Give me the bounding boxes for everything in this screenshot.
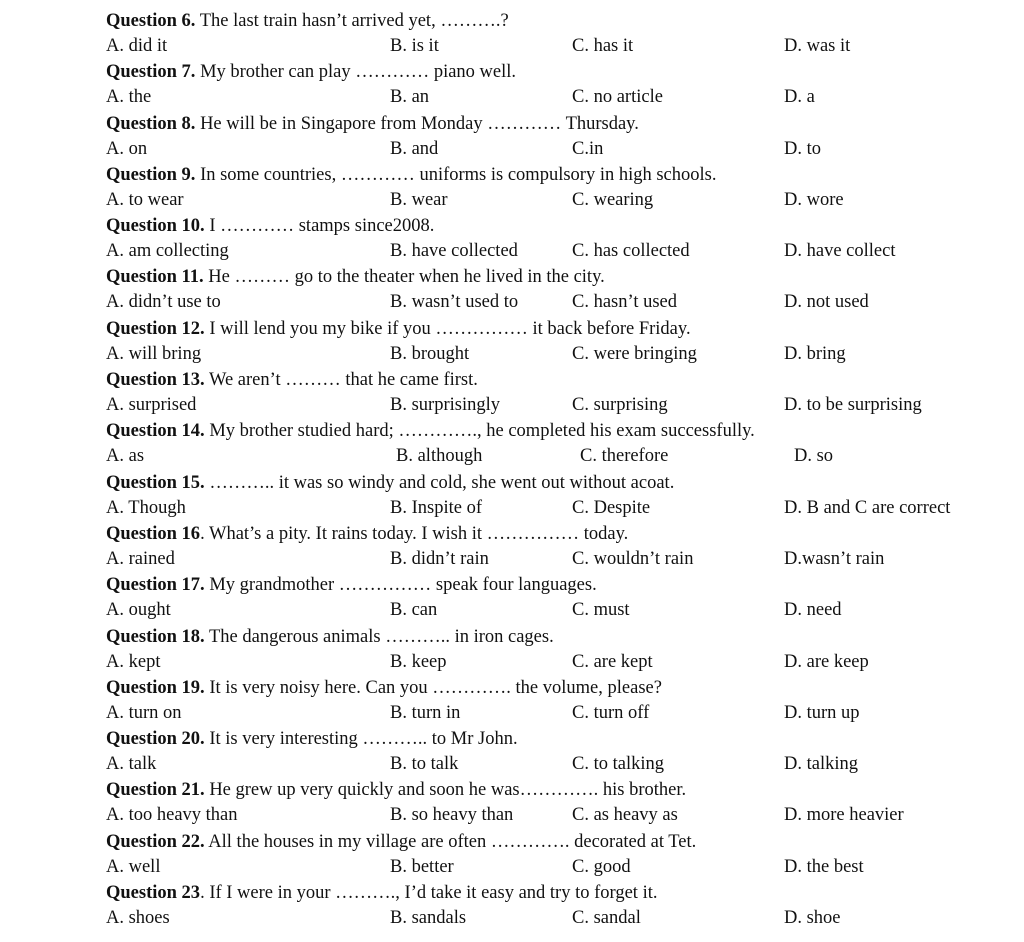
question-text: In some countries, ………… uniforms is compulsory in high schools. [195,164,717,185]
answer-options [106,290,1006,315]
question-number: Question 7. [106,62,196,83]
option-c[interactable]: C. no article [572,87,663,108]
question-stem [106,726,518,752]
answer-options [106,188,1006,213]
option-b[interactable]: B. Inspite of [390,497,482,518]
question-7 [106,59,1006,110]
option-a[interactable]: A. ought [106,600,171,621]
option-d[interactable]: D. to be surprising [784,395,922,416]
option-d[interactable]: D. to [784,138,821,159]
option-a[interactable]: A. am collecting [106,241,229,262]
option-a[interactable]: A. as [106,446,145,467]
question-number: Question 23 [106,883,201,904]
question-stem [106,829,696,855]
question-text: . What’s a pity. It rains today. I wish it …………… today. [200,523,629,544]
answer-options [106,803,1006,828]
question-text: My grandmother …………… speak four languages. [204,575,597,596]
question-text: ……….. it was so windy and cold, she went out without acoat. [204,472,675,493]
question-text: My brother studied hard; …………., he completed his exam successfully. [204,421,755,442]
option-d[interactable]: D. so [794,446,834,467]
option-a[interactable]: A. too heavy than [106,805,238,826]
question-number: Question 22. [106,831,205,852]
question-17 [106,572,1006,623]
option-a[interactable]: A. talk [106,754,157,775]
option-a[interactable]: A. will bring [106,343,202,364]
question-text: It is very interesting ……….. to Mr John. [204,729,518,750]
option-a[interactable]: A. turn on [106,702,182,723]
question-stem [106,316,691,342]
question-13 [106,367,1006,418]
option-c[interactable]: C. has it [572,36,634,56]
question-stem [106,367,478,393]
option-d[interactable]: D. talking [784,754,858,775]
question-number: Question 10. [106,216,205,237]
question-stem [106,880,657,906]
option-c[interactable]: C. are kept [572,651,653,672]
option-c[interactable]: C. turn off [572,702,650,723]
question-number: Question 6. [106,11,196,31]
question-text: . If I were in your ………., I’d take it easy and try to forget it. [200,883,658,904]
option-c[interactable]: C. to talking [572,754,664,775]
answer-options [106,393,1006,418]
option-d[interactable]: D. not used [784,292,869,313]
question-19 [106,675,1006,726]
answer-options [106,855,1006,880]
question-stem [106,59,516,85]
question-number: Question 18. [106,626,205,647]
option-d[interactable]: D. B and C are correct [784,497,951,518]
question-number: Question 9. [106,164,196,185]
question-22 [106,829,1006,880]
question-text: The last train hasn’t arrived yet, ……….? [195,11,509,31]
question-number: Question 20. [106,729,205,750]
option-b[interactable]: B. so heavy than [390,805,514,826]
option-d[interactable]: D. more heavier [784,805,904,826]
option-a[interactable]: A. to wear [106,189,184,210]
question-23 [106,880,1006,931]
option-c[interactable]: C. wearing [572,189,654,210]
question-stem [106,675,662,701]
answer-options [106,342,1006,367]
answer-options [106,752,1006,777]
question-stem [106,111,639,137]
answer-options [106,598,1006,623]
question-14 [106,418,1006,469]
option-c[interactable]: C. surprising [572,395,668,416]
option-b[interactable]: B. better [390,856,454,877]
option-b[interactable]: B. an [390,87,430,108]
option-a[interactable]: A. kept [106,651,161,672]
option-d[interactable]: D.wasn’t rain [784,548,885,569]
option-c[interactable]: C. hasn’t used [572,292,678,313]
answer-options [106,496,1006,521]
option-d[interactable]: D. wore [784,189,844,210]
option-d[interactable]: D. have collect [784,241,896,262]
question-number: Question 21. [106,780,205,801]
option-b[interactable]: B. brought [390,343,470,364]
answer-options [106,701,1006,726]
question-text: The dangerous animals ……….. in iron cages. [204,626,554,647]
question-text: He will be in Singapore from Monday ………… Thursday. [195,113,639,134]
option-c[interactable]: C. sandal [572,908,641,929]
option-b[interactable]: B. and [390,138,439,159]
option-d[interactable]: D. bring [784,343,846,364]
option-b[interactable]: B. although [396,446,483,467]
option-c[interactable]: C. must [572,600,630,621]
question-11 [106,264,1006,315]
question-text: I ………… stamps since2008. [204,216,435,237]
option-c[interactable]: C.in [572,138,604,159]
question-number: Question 13. [106,370,205,391]
question-16 [106,521,1006,572]
question-stem [106,8,509,34]
question-number: Question 17. [106,575,205,596]
option-d[interactable]: D. the best [784,856,864,877]
answer-options [106,444,1006,469]
option-b[interactable]: B. can [390,600,438,621]
question-number: Question 16 [106,523,201,544]
option-b[interactable]: B. is it [390,36,439,56]
question-number: Question 8. [106,113,196,134]
question-text: My brother can play ………… piano well. [195,62,517,83]
question-21 [106,777,1006,828]
option-d[interactable]: D. a [784,87,815,108]
option-b[interactable]: B. wasn’t used to [390,292,519,313]
question-stem [106,624,554,650]
question-stem [106,418,755,444]
option-d[interactable]: D. need [784,600,842,621]
question-10 [106,213,1006,264]
answer-options [106,34,1006,59]
question-text: I will lend you my bike if you …………… it back before Friday. [204,318,691,339]
question-20 [106,726,1006,777]
question-text: He grew up very quickly and soon he was…………. his brother. [204,780,687,801]
answer-options [106,137,1006,162]
option-c[interactable]: C. were bringing [572,343,697,364]
option-b[interactable]: B. turn in [390,702,461,723]
option-a[interactable]: A. rained [106,548,175,569]
answer-options [106,906,1006,931]
option-b[interactable]: B. have collected [390,241,518,262]
question-number: Question 19. [106,677,205,698]
option-c[interactable]: C. Despite [572,497,651,518]
option-b[interactable]: B. wear [390,189,448,210]
question-number: Question 15. [106,472,205,493]
question-stem [106,777,686,803]
question-8 [106,111,1006,162]
question-9 [106,162,1006,213]
answer-options [106,239,1006,264]
question-15 [106,470,1006,521]
question-12 [106,316,1006,367]
question-number: Question 11. [106,267,204,288]
option-d[interactable]: D. turn up [784,702,860,723]
question-stem [106,213,434,239]
question-6 [106,8,1006,59]
option-c[interactable]: C. wouldn’t rain [572,548,694,569]
question-sheet [106,8,1006,931]
option-b[interactable]: B. didn’t rain [390,548,489,569]
option-b[interactable]: B. to talk [390,754,459,775]
option-a[interactable]: A. on [106,138,148,159]
question-18 [106,624,1006,675]
question-number: Question 14. [106,421,205,442]
option-d[interactable]: D. was it [784,36,851,56]
answer-options [106,547,1006,572]
question-text: We aren’t ……… that he came first. [204,370,478,391]
question-number: Question 12. [106,318,205,339]
option-a[interactable]: A. shoes [106,908,170,929]
option-a[interactable]: A. did it [106,36,168,56]
answer-options [106,650,1006,675]
option-b[interactable]: B. surprisingly [390,395,500,416]
question-stem [106,572,597,598]
option-a[interactable]: A. Though [106,497,186,518]
question-stem [106,264,605,290]
option-b[interactable]: B. sandals [390,908,467,929]
question-text: It is very noisy here. Can you …………. the volume, please? [204,677,662,698]
option-d[interactable]: D. shoe [784,908,841,929]
question-stem [106,470,674,496]
option-a[interactable]: A. well [106,856,161,877]
question-text: All the houses in my village are often …………. decorated at Tet. [204,831,697,852]
answer-options [106,85,1006,110]
option-a[interactable]: A. didn’t use to [106,292,221,313]
option-b[interactable]: B. keep [390,651,447,672]
option-c[interactable]: C. has collected [572,241,690,262]
option-d[interactable]: D. are keep [784,651,869,672]
option-c[interactable]: C. therefore [580,446,669,467]
question-text: He ……… go to the theater when he lived in the city. [203,267,605,288]
option-a[interactable]: A. surprised [106,395,197,416]
option-a[interactable]: A. the [106,87,152,108]
question-stem [106,162,716,188]
question-stem [106,521,628,547]
option-c[interactable]: C. good [572,856,631,877]
option-c[interactable]: C. as heavy as [572,805,678,826]
